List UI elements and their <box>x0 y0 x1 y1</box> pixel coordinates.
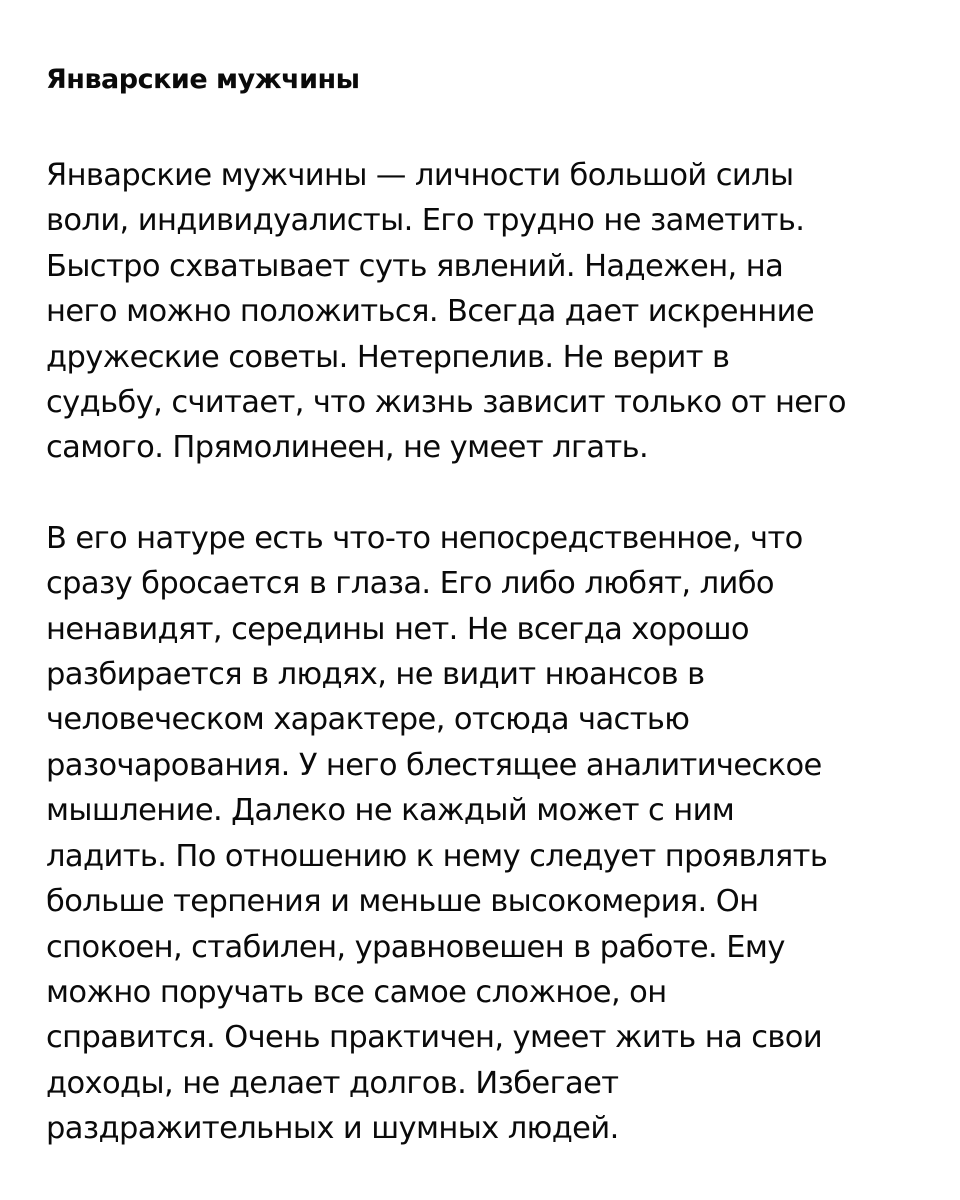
paragraph-line: мышление. Далеко не каждый может с ним <box>46 793 735 829</box>
paragraph-line: спокоен, стабилен, уравновешен в работе. Ему <box>46 929 785 965</box>
paragraph-line: воли, индивидуалисты. Его трудно не заметить. <box>46 203 805 239</box>
article <box>46 58 916 1197</box>
paragraph-line: человеческом характере, отсюда частью <box>46 702 690 738</box>
paragraph-line: В его натуре есть что-то непосредственное, что <box>46 520 803 556</box>
paragraph-line: Быстро схватывает суть явлений. Надежен, на <box>46 248 784 284</box>
paragraph-line: Январские мужчины — личности большой силы <box>46 158 794 193</box>
paragraph-line: раздражительных и шумных людей. <box>46 1111 619 1147</box>
paragraph-line: сразу бросается в глаза. Его либо любят, либо <box>46 566 774 602</box>
paragraph-line: разочарования. У него блестящее аналитическое <box>46 747 822 783</box>
paragraph-2 <box>46 516 916 1152</box>
paragraph-line: можно поручать все самое сложное, он <box>46 974 667 1010</box>
paragraph-line: него можно положиться. Всегда дает искренние <box>46 294 815 330</box>
paragraph-line: разбирается в людях, не видит нюансов в <box>46 657 705 693</box>
paragraph-1 <box>46 153 916 471</box>
paragraph-line: больше терпения и меньше высокомерия. Он <box>46 884 759 920</box>
paragraph-line: ненавидят, середины нет. Не всегда хорошо <box>46 611 749 647</box>
paragraph-line: самого. Прямолинеен, не умеет лгать. <box>46 430 649 466</box>
article-title: Январские мужчины <box>46 64 360 95</box>
paragraph-line: доходы, не делает долгов. Избегает <box>46 1065 619 1101</box>
paragraph-line: справится. Очень практичен, умеет жить на свои <box>46 1020 823 1056</box>
paragraph-line: судьбу, считает, что жизнь зависит только от него <box>46 385 846 421</box>
paragraph-line: ладить. По отношению к нему следует проявлять <box>46 838 828 874</box>
paragraph-line: дружеские советы. Нетерпелив. Не верит в <box>46 339 730 375</box>
